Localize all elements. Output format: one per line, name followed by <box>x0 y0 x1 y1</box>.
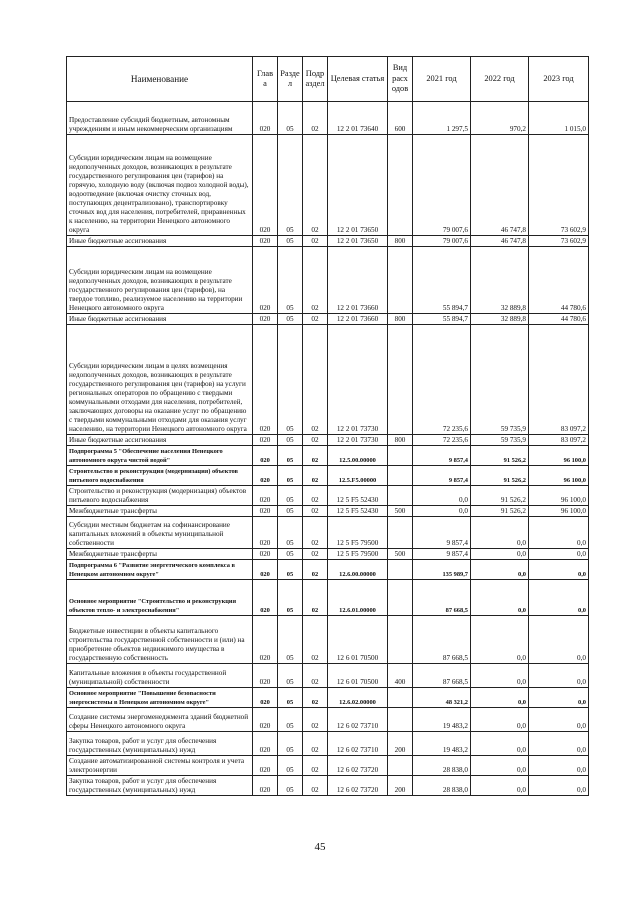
budget-table <box>66 56 589 796</box>
cell-podrazdel: 02 <box>303 776 328 796</box>
cell-vid <box>388 517 413 549</box>
cell-glava: 020 <box>253 688 278 708</box>
header-vid: Вид расх одов <box>388 57 413 102</box>
cell-name: Подпрограмма 6 "Развитие энергетического комплекса в Ненецком автономном округе" <box>67 560 253 580</box>
header-target: Целевая статья <box>328 57 388 102</box>
cell-glava: 020 <box>253 517 278 549</box>
cell-razdel: 05 <box>278 776 303 796</box>
cell-podrazdel: 02 <box>303 688 328 708</box>
cell-vid <box>388 560 413 580</box>
cell-target: 12 2 01 73660 <box>328 247 388 314</box>
cell-target: 12.5.F5.00000 <box>328 466 388 486</box>
cell-target: 12 6 02 73720 <box>328 776 388 796</box>
cell-y2022: 0,0 <box>471 732 529 756</box>
cell-name: Строительство и реконструкция (модернизация) объектов питьевого водоснабжения <box>67 486 253 506</box>
cell-name: Закупка товаров, работ и услуг для обеспечения государственных (муниципальных) нужд <box>67 732 253 756</box>
cell-y2021: 87 668,5 <box>413 664 471 688</box>
table-row <box>67 708 589 732</box>
table-row <box>67 616 589 664</box>
cell-y2021: 72 235,6 <box>413 435 471 446</box>
cell-y2021: 87 668,5 <box>413 616 471 664</box>
cell-vid: 200 <box>388 732 413 756</box>
cell-y2023: 44 780,6 <box>529 314 589 325</box>
cell-vid: 800 <box>388 435 413 446</box>
cell-y2023: 1 015,0 <box>529 102 589 135</box>
cell-glava: 020 <box>253 325 278 435</box>
cell-y2022: 0,0 <box>471 580 529 616</box>
cell-y2023: 0,0 <box>529 580 589 616</box>
cell-target: 12 6 02 73710 <box>328 732 388 756</box>
table-row <box>67 549 589 560</box>
cell-glava: 020 <box>253 549 278 560</box>
cell-glava: 020 <box>253 732 278 756</box>
cell-y2021: 19 483,2 <box>413 732 471 756</box>
cell-razdel: 05 <box>278 466 303 486</box>
table-row <box>67 776 589 796</box>
cell-vid: 500 <box>388 549 413 560</box>
header-razdel: Разде л <box>278 57 303 102</box>
cell-y2022: 0,0 <box>471 616 529 664</box>
cell-y2021: 135 989,7 <box>413 560 471 580</box>
cell-y2021: 9 857,4 <box>413 446 471 466</box>
cell-y2022: 0,0 <box>471 688 529 708</box>
cell-y2022: 32 889,8 <box>471 314 529 325</box>
cell-razdel: 05 <box>278 664 303 688</box>
cell-vid: 800 <box>388 236 413 247</box>
cell-y2023: 0,0 <box>529 560 589 580</box>
cell-y2022: 0,0 <box>471 776 529 796</box>
cell-podrazdel: 02 <box>303 616 328 664</box>
cell-target: 12 2 01 73660 <box>328 314 388 325</box>
cell-name: Субсидии юридическим лицам на возмещение недополученных доходов, возникающих в результате государственного регулирования цен (тарифов), на твердое топливо, реализуемое населению на территории Ненецкого автономного округа <box>67 247 253 314</box>
table-body <box>67 102 589 796</box>
cell-vid <box>388 247 413 314</box>
cell-y2023: 96 100,0 <box>529 466 589 486</box>
table-row <box>67 314 589 325</box>
cell-y2022: 0,0 <box>471 708 529 732</box>
table-row <box>67 135 589 236</box>
cell-y2022: 970,2 <box>471 102 529 135</box>
cell-glava: 020 <box>253 247 278 314</box>
cell-glava: 020 <box>253 560 278 580</box>
cell-y2021: 0,0 <box>413 506 471 517</box>
cell-vid <box>388 135 413 236</box>
cell-y2022: 32 889,8 <box>471 247 529 314</box>
cell-y2023: 0,0 <box>529 664 589 688</box>
cell-vid <box>388 616 413 664</box>
cell-podrazdel: 02 <box>303 446 328 466</box>
cell-razdel: 05 <box>278 314 303 325</box>
cell-y2021: 9 857,4 <box>413 549 471 560</box>
cell-target: 12 6 01 70500 <box>328 616 388 664</box>
cell-name: Иные бюджетные ассигнования <box>67 314 253 325</box>
table-row <box>67 466 589 486</box>
cell-podrazdel: 02 <box>303 466 328 486</box>
cell-target: 12.5.00.00000 <box>328 446 388 466</box>
cell-glava: 020 <box>253 616 278 664</box>
cell-y2022: 91 526,2 <box>471 486 529 506</box>
cell-y2023: 0,0 <box>529 756 589 776</box>
cell-name: Субсидии местным бюджетам на софинансирование капитальных вложений в объекты муниципальной собственности <box>67 517 253 549</box>
cell-name: Иные бюджетные ассигнования <box>67 236 253 247</box>
cell-y2021: 55 894,7 <box>413 314 471 325</box>
table-row <box>67 325 589 435</box>
cell-y2023: 0,0 <box>529 517 589 549</box>
cell-target: 12 6 02 73720 <box>328 756 388 776</box>
cell-y2022: 91 526,2 <box>471 446 529 466</box>
cell-target: 12 2 01 73650 <box>328 135 388 236</box>
cell-y2022: 59 735,9 <box>471 435 529 446</box>
cell-y2023: 96 100,0 <box>529 506 589 517</box>
cell-podrazdel: 02 <box>303 756 328 776</box>
cell-y2023: 96 100,0 <box>529 486 589 506</box>
cell-podrazdel: 02 <box>303 580 328 616</box>
cell-target: 12 2 01 73730 <box>328 435 388 446</box>
cell-razdel: 05 <box>278 247 303 314</box>
cell-glava: 020 <box>253 506 278 517</box>
cell-vid <box>388 446 413 466</box>
cell-name: Предоставление субсидий бюджетным, автономным учреждениям и иным некоммерческим организациям <box>67 102 253 135</box>
cell-podrazdel: 02 <box>303 506 328 517</box>
cell-y2022: 0,0 <box>471 756 529 776</box>
cell-podrazdel: 02 <box>303 102 328 135</box>
cell-target: 12.6.01.00000 <box>328 580 388 616</box>
cell-name: Межбюджетные трансферты <box>67 549 253 560</box>
cell-y2021: 1 297,5 <box>413 102 471 135</box>
cell-glava: 020 <box>253 708 278 732</box>
header-2022: 2022 год <box>471 57 529 102</box>
cell-y2023: 44 780,6 <box>529 247 589 314</box>
header-2021: 2021 год <box>413 57 471 102</box>
cell-razdel: 05 <box>278 486 303 506</box>
cell-name: Строительство и реконструкция (модернизация) объектов питьевого водоснабжения <box>67 466 253 486</box>
cell-name: Основное мероприятие "Повышение безопасности энергосистемы в Ненецком автономном округе" <box>67 688 253 708</box>
cell-podrazdel: 02 <box>303 486 328 506</box>
header-2023: 2023 год <box>529 57 589 102</box>
cell-y2021: 28 838,0 <box>413 776 471 796</box>
cell-y2023: 83 097,2 <box>529 325 589 435</box>
cell-y2022: 0,0 <box>471 549 529 560</box>
cell-razdel: 05 <box>278 236 303 247</box>
cell-y2021: 55 894,7 <box>413 247 471 314</box>
cell-razdel: 05 <box>278 517 303 549</box>
cell-vid <box>388 580 413 616</box>
cell-vid <box>388 756 413 776</box>
cell-podrazdel: 02 <box>303 664 328 688</box>
table-row <box>67 560 589 580</box>
cell-y2021: 48 321,2 <box>413 688 471 708</box>
cell-y2023: 0,0 <box>529 732 589 756</box>
cell-y2022: 0,0 <box>471 560 529 580</box>
table-row <box>67 247 589 314</box>
cell-y2023: 0,0 <box>529 688 589 708</box>
table-row <box>67 486 589 506</box>
cell-vid <box>388 466 413 486</box>
cell-glava: 020 <box>253 135 278 236</box>
cell-podrazdel: 02 <box>303 325 328 435</box>
cell-target: 12 6 02 73710 <box>328 708 388 732</box>
cell-y2022: 91 526,2 <box>471 466 529 486</box>
cell-y2023: 73 602,9 <box>529 236 589 247</box>
table-row <box>67 446 589 466</box>
cell-glava: 020 <box>253 466 278 486</box>
cell-razdel: 05 <box>278 732 303 756</box>
cell-target: 12 5 F5 52430 <box>328 486 388 506</box>
cell-y2022: 46 747,8 <box>471 135 529 236</box>
cell-razdel: 05 <box>278 560 303 580</box>
cell-glava: 020 <box>253 446 278 466</box>
cell-target: 12 2 01 73730 <box>328 325 388 435</box>
cell-vid: 200 <box>388 776 413 796</box>
cell-y2021: 79 007,6 <box>413 236 471 247</box>
cell-y2023: 0,0 <box>529 549 589 560</box>
cell-name: Иные бюджетные ассигнования <box>67 435 253 446</box>
cell-glava: 020 <box>253 435 278 446</box>
cell-razdel: 05 <box>278 616 303 664</box>
cell-y2022: 59 735,9 <box>471 325 529 435</box>
header-name: Наименование <box>67 57 253 102</box>
cell-razdel: 05 <box>278 102 303 135</box>
cell-target: 12 5 F5 79500 <box>328 517 388 549</box>
cell-y2022: 0,0 <box>471 664 529 688</box>
cell-name: Закупка товаров, работ и услуг для обеспечения государственных (муниципальных) нужд <box>67 776 253 796</box>
cell-y2023: 0,0 <box>529 708 589 732</box>
cell-y2021: 87 668,5 <box>413 580 471 616</box>
cell-name: Создание системы энергоменеджмента зданий бюджетной сферы Ненецкого автономного округа <box>67 708 253 732</box>
cell-y2023: 0,0 <box>529 616 589 664</box>
cell-podrazdel: 02 <box>303 135 328 236</box>
cell-razdel: 05 <box>278 135 303 236</box>
cell-name: Создание автоматизированной системы контроля и учета электроэнергии <box>67 756 253 776</box>
cell-y2023: 0,0 <box>529 776 589 796</box>
cell-vid: 600 <box>388 102 413 135</box>
cell-y2021: 19 483,2 <box>413 708 471 732</box>
cell-y2021: 9 857,4 <box>413 466 471 486</box>
cell-podrazdel: 02 <box>303 435 328 446</box>
table-row <box>67 236 589 247</box>
cell-razdel: 05 <box>278 549 303 560</box>
cell-glava: 020 <box>253 580 278 616</box>
table-row <box>67 580 589 616</box>
cell-glava: 020 <box>253 664 278 688</box>
cell-razdel: 05 <box>278 580 303 616</box>
page-number: 45 <box>314 841 326 853</box>
cell-vid: 400 <box>388 664 413 688</box>
cell-y2023: 83 097,2 <box>529 435 589 446</box>
cell-target: 12 5 F5 79500 <box>328 549 388 560</box>
cell-vid <box>388 688 413 708</box>
cell-razdel: 05 <box>278 446 303 466</box>
table-row <box>67 517 589 549</box>
cell-podrazdel: 02 <box>303 314 328 325</box>
cell-target: 12 6 01 70500 <box>328 664 388 688</box>
header-glava: Глав а <box>253 57 278 102</box>
table-row <box>67 688 589 708</box>
cell-podrazdel: 02 <box>303 517 328 549</box>
cell-podrazdel: 02 <box>303 708 328 732</box>
table-row <box>67 435 589 446</box>
cell-vid <box>388 325 413 435</box>
cell-glava: 020 <box>253 486 278 506</box>
cell-razdel: 05 <box>278 325 303 435</box>
cell-podrazdel: 02 <box>303 732 328 756</box>
cell-name: Подпрограмма 5 "Обеспечение населения Ненецкого автономного округа чистой водой" <box>67 446 253 466</box>
cell-glava: 020 <box>253 102 278 135</box>
cell-name: Субсидии юридическим лицам на возмещение недополученных доходов, возникающих в результате государственного регулирования цен (тарифов) на горячую, холодную воду (включая подвоз холодной воды), водоотведение (включая очистку сточных вод, поступающих децентрализовано), транспортировку сточных вод для населения, потребителей, приравненных к населению, на территории Ненецкого автономного округа <box>67 135 253 236</box>
cell-vid: 800 <box>388 314 413 325</box>
cell-glava: 020 <box>253 314 278 325</box>
cell-name: Межбюджетные трансферты <box>67 506 253 517</box>
cell-target: 12.6.00.00000 <box>328 560 388 580</box>
cell-y2021: 9 857,4 <box>413 517 471 549</box>
cell-y2021: 72 235,6 <box>413 325 471 435</box>
cell-glava: 020 <box>253 236 278 247</box>
cell-podrazdel: 02 <box>303 236 328 247</box>
cell-name: Капитальные вложения в объекты государственной (муниципальной) собственности <box>67 664 253 688</box>
cell-vid <box>388 486 413 506</box>
cell-name: Субсидии юридическим лицам в целях возмещения недополученных доходов, возникающих в результате государственного регулирования цен (тарифов) на услуги региональных операторов по обращению с твердыми коммунальными отходами для населения, потребителей, заключающих договоры на оказание услуг по обращению с твердыми коммунальными отходами для оказания услуг населению, на территории Ненецкого автономного округа <box>67 325 253 435</box>
cell-vid: 500 <box>388 506 413 517</box>
cell-podrazdel: 02 <box>303 247 328 314</box>
cell-razdel: 05 <box>278 756 303 776</box>
table-row <box>67 506 589 517</box>
cell-y2022: 91 526,2 <box>471 506 529 517</box>
header-podrazdel: Подр аздел <box>303 57 328 102</box>
table-row <box>67 102 589 135</box>
cell-podrazdel: 02 <box>303 549 328 560</box>
table-row <box>67 732 589 756</box>
cell-name: Основное мероприятие "Строительство и реконструкция объектов тепло- и электроснабжения" <box>67 580 253 616</box>
table-row <box>67 756 589 776</box>
cell-y2021: 0,0 <box>413 486 471 506</box>
cell-podrazdel: 02 <box>303 560 328 580</box>
cell-y2023: 96 100,0 <box>529 446 589 466</box>
cell-glava: 020 <box>253 756 278 776</box>
cell-target: 12 2 01 73640 <box>328 102 388 135</box>
cell-glava: 020 <box>253 776 278 796</box>
cell-razdel: 05 <box>278 435 303 446</box>
table-row <box>67 664 589 688</box>
cell-target: 12 2 01 73650 <box>328 236 388 247</box>
cell-y2022: 0,0 <box>471 517 529 549</box>
table-header-row <box>67 57 589 102</box>
cell-razdel: 05 <box>278 506 303 517</box>
cell-y2021: 79 007,6 <box>413 135 471 236</box>
cell-razdel: 05 <box>278 688 303 708</box>
cell-y2022: 46 747,8 <box>471 236 529 247</box>
cell-y2021: 28 838,0 <box>413 756 471 776</box>
cell-y2023: 73 602,9 <box>529 135 589 236</box>
cell-target: 12.6.02.00000 <box>328 688 388 708</box>
cell-razdel: 05 <box>278 708 303 732</box>
cell-name: Бюджетные инвестиции в объекты капитального строительства государственной собственности и (или) на приобретение объектов недвижимого имущества в государственную собственность <box>67 616 253 664</box>
cell-vid <box>388 708 413 732</box>
cell-target: 12 5 F5 52430 <box>328 506 388 517</box>
